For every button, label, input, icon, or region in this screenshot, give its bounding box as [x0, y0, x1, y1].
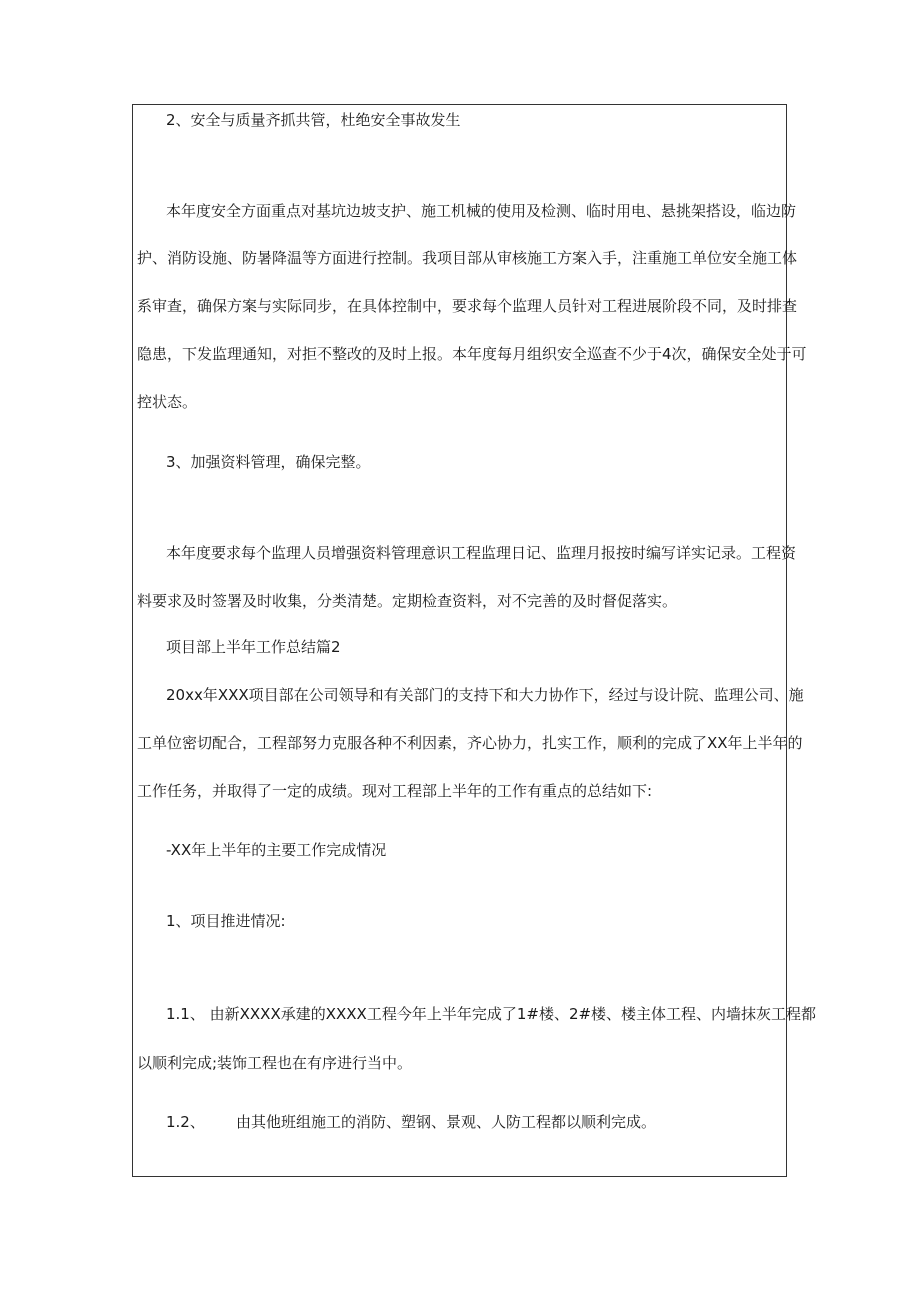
- records-paragraph-line-1: 本年度要求每个监理人员增强资料管理意识工程监理日记、监理月报按时编写详实记录。工程资: [166, 544, 797, 562]
- item-1-1-line-1: 1.1、 由新XXXX承建的XXXX工程今年上半年完成了1#楼、2#楼、楼主体工程、内墙抹灰工程都: [166, 1005, 817, 1023]
- item-1-1-line-2: 以顺利完成;装饰工程也在有序进行当中。: [137, 1054, 413, 1072]
- records-paragraph-line-2: 料要求及时签署及时收集，分类清楚。定期检查资料，对不完善的及时督促落实。: [137, 592, 678, 610]
- safety-paragraph-line-1: 本年度安全方面重点对基坑边坡支护、施工机械的使用及检测、临时用电、悬挑架搭设，临边防: [166, 202, 797, 220]
- item-1-2-number: 1.2、: [166, 1113, 205, 1131]
- intro-paragraph-line-2: 工单位密切配合，工程部努力克服各种不利因素，齐心协力，扎实工作，顺利的完成了XX年上半年的: [137, 734, 803, 752]
- safety-paragraph-line-2: 护、消防设施、防暑降温等方面进行控制。我项目部从审核施工方案入手，注重施工单位安全施工体: [137, 249, 798, 267]
- part-1-heading: -XX年上半年的主要工作完成情况: [166, 841, 387, 859]
- intro-paragraph-line-1: 20xx年XXX项目部在公司领导和有关部门的支持下和大力协作下，经过与设计院、监理公司、施: [166, 686, 804, 704]
- section-3-heading: 3、加强资料管理，确保完整。: [166, 453, 371, 471]
- safety-paragraph-line-5: 控状态。: [137, 393, 198, 411]
- article-2-title: 项目部上半年工作总结篇2: [166, 638, 341, 656]
- safety-paragraph-line-3: 系审查，确保方案与实际同步，在具体控制中，要求每个监理人员针对工程进展阶段不同，及时排查: [137, 297, 798, 315]
- item-1-2-text: 由其他班组施工的消防、塑钢、景观、人防工程都以顺利完成。: [236, 1113, 657, 1131]
- intro-paragraph-line-3: 工作任务，并取得了一定的成绩。现对工程部上半年的工作有重点的总结如下:: [137, 782, 653, 800]
- section-2-heading: 2、安全与质量齐抓共管，杜绝安全事故发生: [166, 111, 461, 129]
- safety-paragraph-line-4: 隐患，下发监理通知，对拒不整改的及时上报。本年度每月组织安全巡查不少于4次，确保安全处于可: [137, 345, 807, 363]
- item-1-heading: 1、项目推进情况:: [166, 912, 286, 930]
